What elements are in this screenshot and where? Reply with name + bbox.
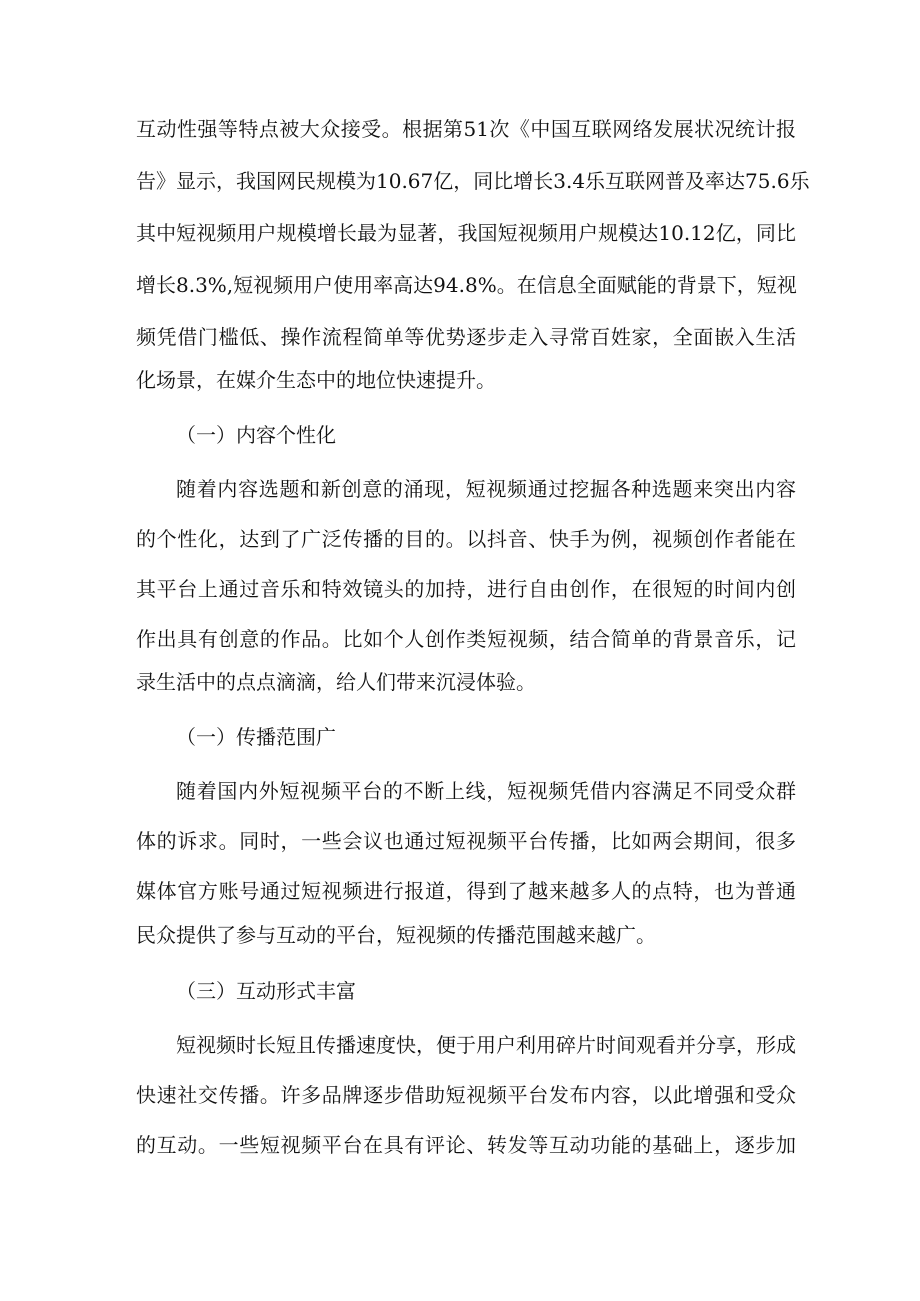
paragraph-line: 随着国内外短视频平台的不断上线，短视频凭借内容满足不同受众群 — [176, 779, 796, 803]
paragraph-line: 快速社交传播。许多品牌逐步借助短视频平台发布内容，以此增强和受众 — [136, 1083, 796, 1107]
paragraph-line: 频凭借门槛低、操作流程简单等优势逐步走入寻常百姓家，全面嵌入生活 — [136, 325, 796, 349]
section-heading: （一）传播范围广 — [176, 725, 336, 749]
paragraph-line: 告》显示，我国网民规模为10.67亿，同比增长3.4乐互联网普及率达75.6乐 — [136, 169, 810, 193]
paragraph-line: 媒体官方账号通过短视频进行报道，得到了越来越多人的点特，也为普通 — [136, 879, 796, 903]
paragraph-line: 其平台上通过音乐和特效镜头的加持，进行自由创作，在很短的时间内创 — [136, 577, 796, 601]
paragraph-line: 的互动。一些短视频平台在具有评论、转发等互动功能的基础上，逐步加 — [136, 1133, 796, 1157]
paragraph-line: 随着内容选题和新创意的涌现，短视频通过挖掘各种选题来突出内容 — [176, 477, 796, 501]
paragraph-line: 增长8.3%,短视频用户使用率高达94.8%。在信息全面赋能的背景下，短视 — [136, 273, 797, 297]
paragraph-line: 民众提供了参与互动的平台，短视频的传播范围越来越广。 — [136, 923, 656, 947]
paragraph-line: 短视频时长短且传播速度快，便于用户利用碎片时间观看并分享，形成 — [176, 1033, 796, 1057]
paragraph-line: 互动性强等特点被大众接受。根据第51次《中国互联网络发展状况统计报 — [136, 117, 796, 141]
paragraph-line: 体的诉求。同时，一些会议也通过短视频平台传播，比如两会期间，很多 — [136, 829, 796, 853]
paragraph-line: 录生活中的点点滴滴，给人们带来沉浸体验。 — [136, 670, 536, 694]
paragraph-line: 化场景，在媒介生态中的地位快速提升。 — [136, 368, 496, 392]
paragraph-line: 的个性化，达到了广泛传播的目的。以抖音、快手为例，视频创作者能在 — [136, 527, 796, 551]
section-heading: （三）互动形式丰富 — [176, 979, 356, 1003]
paragraph-line: 作出具有创意的作品。比如个人创作类短视频，结合简单的背景音乐，记 — [136, 627, 796, 651]
paragraph-line: 其中短视频用户规模增长最为显著，我国短视频用户规模达10.12亿，同比 — [136, 221, 796, 245]
section-heading: （一）内容个性化 — [176, 423, 336, 447]
